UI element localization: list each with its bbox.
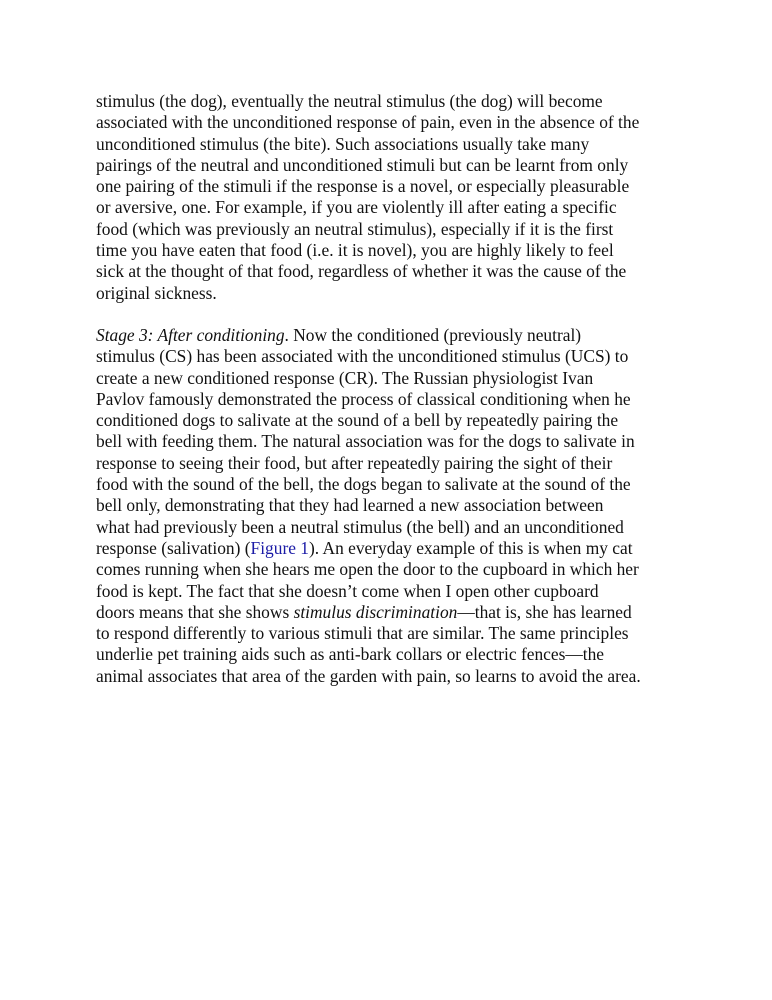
text-line: food is kept. The fact that she doesn’t come when I open other cupboard <box>96 580 599 601</box>
text-line: bell only, demonstrating that they had learned a new association between <box>96 495 604 516</box>
paragraph-classical-conditioning-stage-2 <box>96 91 686 304</box>
text-line: response to seeing their food, but after repeatedly pairing the sight of their <box>96 452 613 473</box>
text-fragment: . Now the conditioned (previously neutral) <box>284 324 582 345</box>
text-line <box>96 602 686 623</box>
stage-3-heading: Stage 3: After conditioning <box>96 324 285 345</box>
text-line: conditioned dogs to salivate at the sound of a bell by repeatedly pairing the <box>96 410 619 431</box>
text-line: what had previously been a neutral stimulus (the bell) and an unconditioned <box>96 516 624 537</box>
text-line: stimulus (the dog), eventually the neutral stimulus (the dog) will become <box>96 91 603 111</box>
text-fragment: doors means that she shows <box>96 601 294 622</box>
document-page <box>96 91 686 687</box>
text-line <box>96 538 686 559</box>
figure-1-link[interactable]: Figure 1 <box>250 537 309 558</box>
stimulus-discrimination-term: stimulus discrimination <box>293 601 458 622</box>
text-line: bell with feeding them. The natural association was for the dogs to salivate in <box>96 431 635 452</box>
text-line <box>96 325 686 346</box>
text-fragment: —that is, she has learned <box>457 601 632 622</box>
text-fragment: response (salivation) ( <box>96 537 251 558</box>
text-line: animal associates that area of the garden with pain, so learns to avoid the area. <box>96 665 641 686</box>
text-line: create a new conditioned response (CR). The Russian physiologist Ivan <box>96 367 594 388</box>
text-line: sick at the thought of that food, regardless of whether it was the cause of the <box>96 261 627 282</box>
text-line: food with the sound of the bell, the dogs began to salivate at the sound of the <box>96 474 631 495</box>
text-line: unconditioned stimulus (the bite). Such associations usually take many <box>96 133 590 154</box>
text-line: time you have eaten that food (i.e. it is novel), you are highly likely to feel <box>96 240 614 261</box>
paragraph-stage-3-after-conditioning <box>96 325 686 687</box>
text-line: Pavlov famously demonstrated the process of classical conditioning when he <box>96 388 631 409</box>
text-line: original sickness. <box>96 282 217 303</box>
text-line: stimulus (CS) has been associated with the unconditioned stimulus (UCS) to <box>96 346 629 367</box>
text-line: comes running when she hears me open the door to the cupboard in which her <box>96 559 639 580</box>
text-fragment: ). An everyday example of this is when my cat <box>309 537 633 558</box>
text-line: to respond differently to various stimuli that are similar. The same principles <box>96 623 629 644</box>
text-line: associated with the unconditioned response of pain, even in the absence of the <box>96 112 640 133</box>
text-line: underlie pet training aids such as anti-bark collars or electric fences—the <box>96 644 604 665</box>
text-line: or aversive, one. For example, if you are violently ill after eating a specific <box>96 197 617 218</box>
text-line: one pairing of the stimuli if the response is a novel, or especially pleasurable <box>96 176 630 197</box>
text-line: pairings of the neutral and unconditioned stimuli but can be learnt from only <box>96 154 629 175</box>
text-line: food (which was previously an neutral stimulus), especially if it is the first <box>96 218 614 239</box>
